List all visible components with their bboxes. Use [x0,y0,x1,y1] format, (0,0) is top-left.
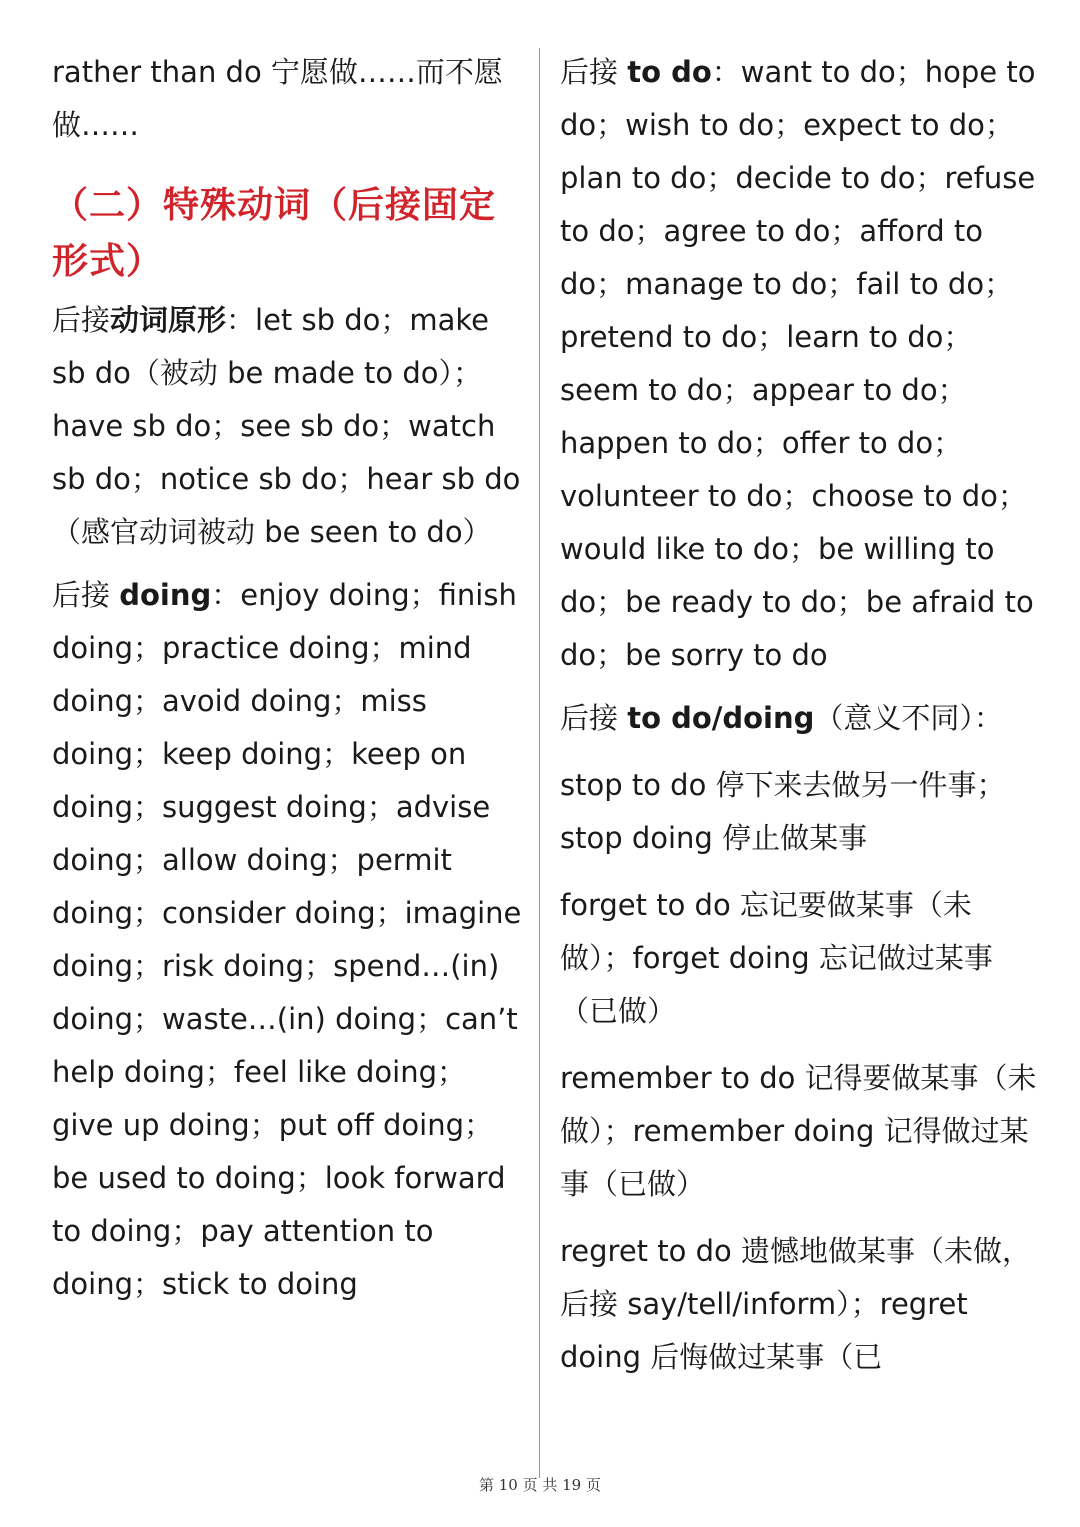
to-do-doing-note: （意义不同）： [814,701,1003,735]
base-form-label: 动词原形 [110,303,227,337]
base-form-paragraph [52,294,522,559]
forget-paragraph: forget to do 忘记要做某事（未做）；forget doing 忘记做过某事（已做） [560,888,993,1028]
doing-prefix: 后接 [52,578,120,612]
doing-label: doing [119,578,212,612]
to-do-prefix: 后接 [560,55,628,89]
right-column [560,46,1040,1384]
regret-paragraph: regret to do 遗憾地做某事（未做，后接 say/tell/inform）；regret doing 后悔做过某事（已 [560,1234,1031,1374]
to-do-paragraph [560,46,1040,682]
doing-list: ：enjoy doing；finish doing；practice doing；mind doing；avoid doing；miss doing；keep doing；keep on doing；suggest doing；advise doing；allow doing；permit doing；consider doing；imagine doing；risk doing；spend…(in) doing；waste…(in) doing；can’t help doing；feel like doing；give up doing；put off doing；be used to doing；look forward to doing；pay attention to doing；stick to doing [52,578,522,1301]
rather-than-paragraph: rather than do 宁愿做……而不愿做…… [52,55,503,142]
base-form-list: ：let sb do；make sb do（被动 be made to do）；have sb do；see sb do；watch sb do；notice sb do；hear sb do（感官动词被动 be seen to do） [52,303,521,549]
to-do-label: to do [627,55,712,89]
to-do-doing-prefix: 后接 [560,701,628,735]
remember-paragraph: remember to do 记得要做某事（未做）；remember doing 记得做过某事（已做） [560,1061,1037,1201]
column-divider [539,48,540,1478]
to-do-doing-label: to do/doing [627,701,815,735]
left-column [52,46,522,1311]
stop-paragraph: stop to do 停下来去做另一件事；stop doing 停止做某事 [560,768,1006,855]
doing-paragraph [52,569,522,1311]
section-heading: （二）特殊动词（后接固定形式） [52,185,497,282]
base-form-prefix: 后接 [52,303,111,337]
page-footer: 第 10 页 共 19 页 [478,1476,601,1494]
to-do-doing-paragraph [560,692,1040,745]
to-do-list: ：want to do；hope to do；wish to do；expect to do；plan to do；decide to do；refuse to do；agree to do；afford to do；manage to do；fail to do；pretend to do；learn to do；seem to do；appear to do；happen to do；offer to do；volunteer to do；choose to do；would like to do；be willing to do；be ready to do；be afraid to do；be sorry to do [560,55,1036,672]
